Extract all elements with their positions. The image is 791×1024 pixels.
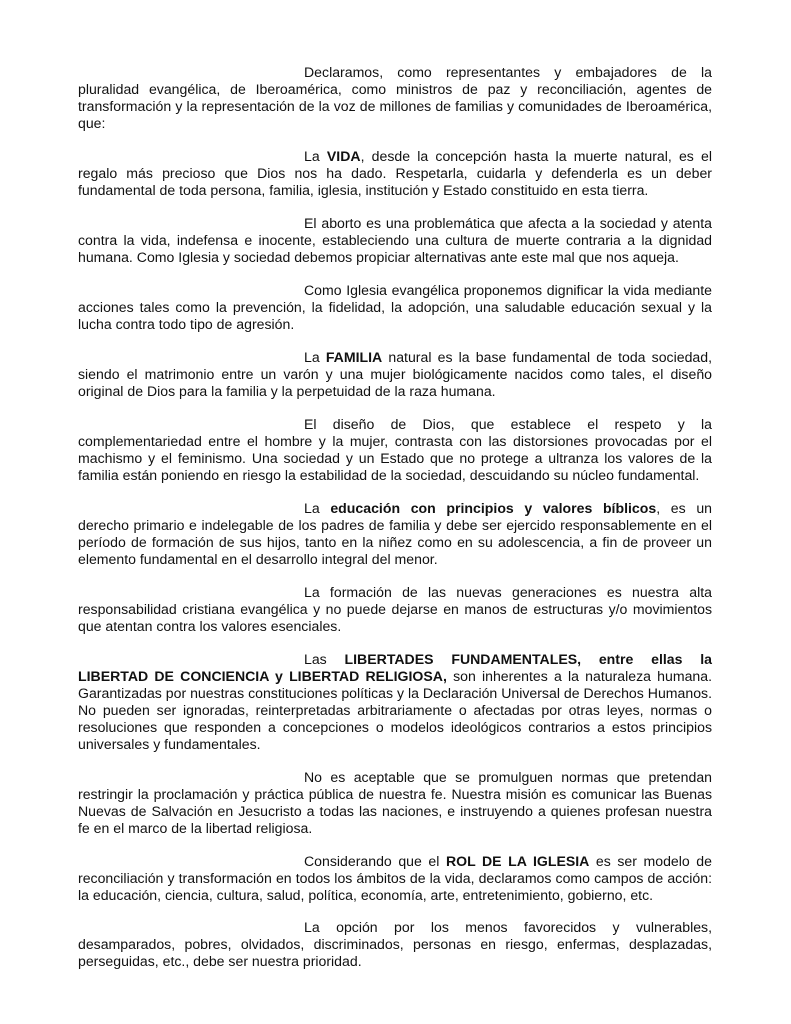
paragraph-educacion: La educación con principios y valores bíblicos, es un derecho primario e indelegable de los padres de familia y debe ser ejercido responsablemente en el período de formación de sus hijos, tanto en la niñez como en su adolescencia, a fin de proveer un elemento fundamental en el desarrollo integral del menor. — [78, 500, 713, 567]
paragraph-formacion: La formación de las nuevas generaciones es nuestra alta responsabilidad cristiana evangélica y no puede dejarse en manos de estructuras y/o movimientos que atentan contra los valores esenciales. — [78, 584, 712, 634]
heading-libertades: LIBERTADES FUNDAMENTALES, entre ellas la LIBERTAD DE CONCIENCIA y LIBERTAD RELIGIOSA, — [78, 651, 713, 684]
heading-vida: VIDA — [326, 148, 361, 164]
heading-familia: FAMILIA — [325, 349, 383, 365]
paragraph-familia: La FAMILIA natural es la base fundamental de toda sociedad, siendo el matrimonio entre un varón y una mujer biológicamente nacidos como tales, el diseño original de Dios para la familia y la perpetuidad de la raza humana. — [78, 349, 712, 399]
heading-educacion: educación con principios y valores bíblicos — [330, 500, 657, 516]
paragraph-libertades: Las LIBERTADES FUNDAMENTALES, entre ellas la LIBERTAD DE CONCIENCIA y LIBERTAD RELIGIOSA, son inherentes a la naturaleza humana. Garantizadas por nuestras constituciones políticas y la Declaración Universal de Derechos Humanos. No pueden ser ignoradas, reinterpretadas arbitrariamente o afectadas por otras leyes, normas o resoluciones que responden a concepciones o modelos ideológicos contrarios a estos principios universales y fundamentales. — [78, 651, 713, 752]
paragraph-vida: La VIDA, desde la concepción hasta la muerte natural, es el regalo más precioso que Dios nos ha dado. Respetarla, cuidarla y defenderla es un deber fundamental de toda persona, familia, iglesia, institución y Estado constituido en esta tierra. — [78, 148, 712, 198]
paragraph-aborto: El aborto es una problemática que afecta a la sociedad y atenta contra la vida, indefensa e inocente, estableciendo una cultura de muerte contraria a la dignidad humana. Como Iglesia y sociedad debemos propiciar alternativas ante este mal que nos aqueja. — [78, 215, 712, 265]
paragraph-no-aceptable: No es aceptable que se promulguen normas que pretendan restringir la proclamación y práctica pública de nuestra fe. Nuestra misión es comunicar las Buenas Nuevas de Salvación en Jesucristo a todas las naciones, e instruyendo a quienes profesan nuestra fe en el marco de la libertad religiosa. — [78, 769, 712, 836]
paragraph-opcion: La opción por los menos favorecidos y vulnerables, desamparados, pobres, olvidados, discriminados, personas en riesgo, enfermas, desplazadas, perseguidas, etc., debe ser nuestra prioridad. — [78, 919, 712, 969]
paragraph-dignificar: Como Iglesia evangélica proponemos dignificar la vida mediante acciones tales como la prevención, la fidelidad, la adopción, una saludable educación sexual y la lucha contra todo tipo de agresión. — [78, 282, 712, 332]
paragraph-declaration: Declaramos, como representantes y embajadores de la pluralidad evangélica, de Iberoamérica, como ministros de paz y reconciliación, agentes de transformación y la representación de la voz de millones de familias y comunidades de Iberoamérica, que: — [78, 64, 712, 131]
paragraph-diseno: El diseño de Dios, que establece el respeto y la complementariedad entre el hombre y la mujer, contrasta con las distorsiones provocadas por el machismo y el feminismo. Una sociedad y un Estado que no protege a ultranza los valores de la familia están poniendo en riesgo la estabilidad de la sociedad, descuidando su núcleo fundamental. — [78, 416, 712, 483]
heading-rol-iglesia: ROL DE LA IGLESIA — [445, 853, 590, 869]
document-page — [78, 64, 712, 986]
paragraph-rol-iglesia: Considerando que el ROL DE LA IGLESIA es ser modelo de reconciliación y transformación en todos los ámbitos de la vida, declaramos como campos de acción: la educación, ciencia, cultura, salud, política, economía, arte, entretenimiento, gobierno, etc. — [78, 853, 712, 903]
